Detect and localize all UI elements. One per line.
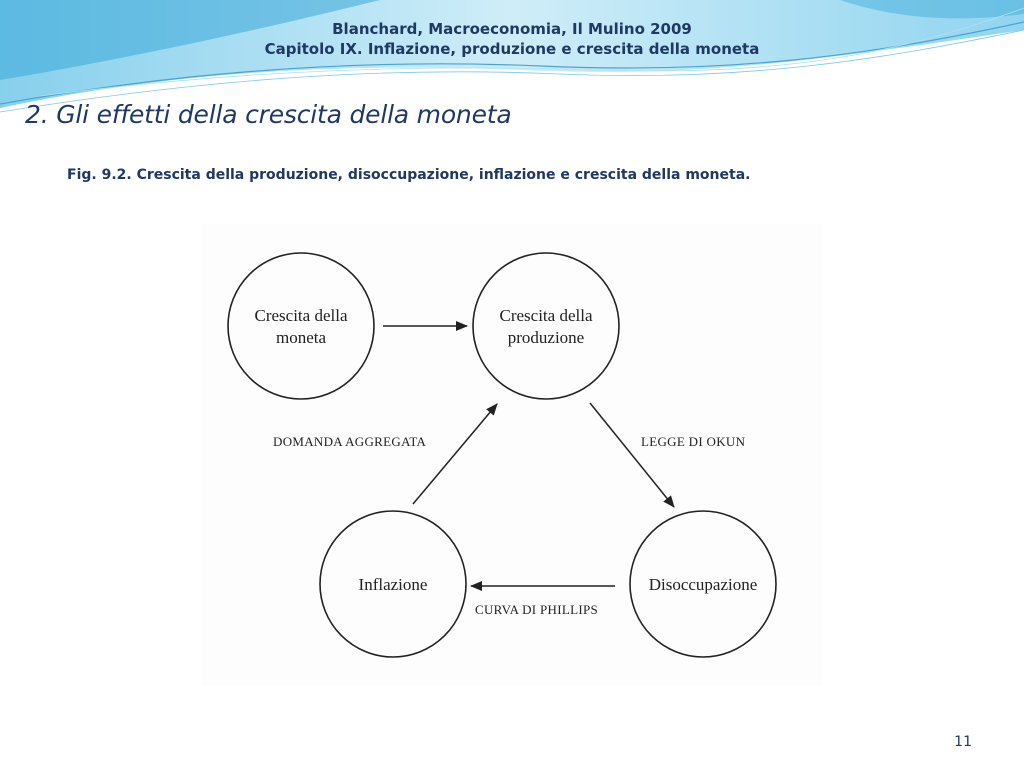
node-unemployment [630, 511, 776, 657]
node-output-growth-circle [473, 253, 619, 399]
edge-label-phillips-curve: CURVA DI PHILLIPS [475, 602, 599, 617]
node-inflation [320, 511, 466, 657]
node-money-growth-circle [228, 253, 374, 399]
edge-label-okun-law: LEGGE DI OKUN [641, 434, 746, 449]
arrow-output-to-unemployment [590, 403, 674, 507]
arrow-inflation-to-output [413, 404, 497, 504]
diagram-canvas [201, 224, 823, 686]
node-unemployment-label: Disoccupazione [648, 575, 758, 594]
diagram-figure [201, 224, 823, 686]
figure-caption: Fig. 9.2. Crescita della produzione, disoccupazione, inflazione e crescita della moneta. [67, 167, 751, 183]
header-chapter-title: Capitolo IX. Inflazione, produzione e crescita della moneta [264, 40, 760, 58]
page-number: 11 [954, 734, 972, 750]
node-money-growth-label-line1: Crescita della [254, 306, 348, 325]
node-output-growth-label-line2: produzione [507, 328, 585, 347]
edge-label-aggregate-demand: DOMANDA AGGREGATA [273, 434, 427, 449]
node-inflation-label: Inflazione [358, 575, 428, 594]
node-output-growth-label-line1: Crescita della [499, 306, 593, 325]
node-output-growth [473, 253, 619, 399]
node-money-growth [228, 253, 374, 399]
slide-title: 2. Gli effetti della crescita della moneta [25, 100, 512, 129]
node-money-growth-label-line2: moneta [275, 328, 327, 347]
header-book-reference: Blanchard, Macroeconomia, Il Mulino 2009 [332, 20, 692, 38]
